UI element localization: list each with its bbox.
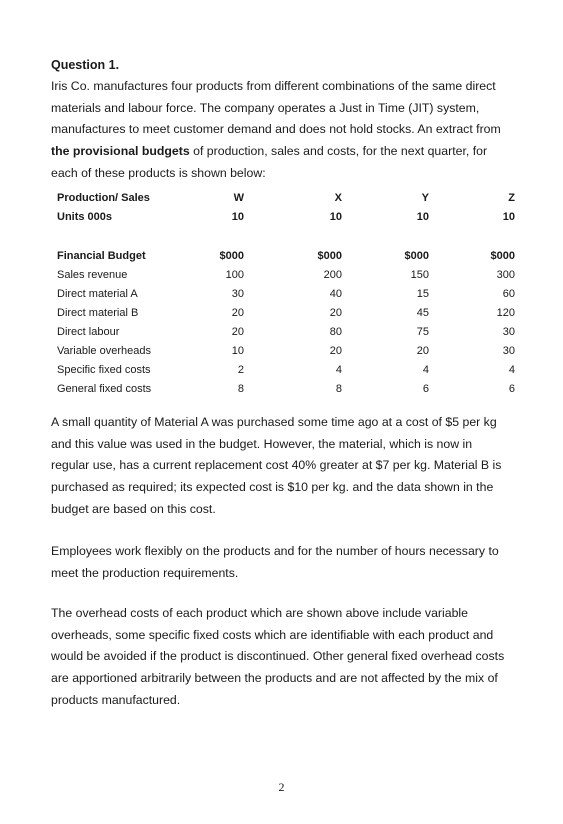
text-line: purchased as required; its expected cost is $10 per kg. and the data shown in the (51, 480, 494, 495)
col-header-y: Y (421, 192, 429, 204)
cell-y: 4 (422, 364, 429, 376)
page-number: 2 (278, 780, 285, 794)
currency-z: $000 (490, 250, 515, 262)
text-line: overheads, some specific fixed costs which are identifiable with each product and (51, 627, 494, 642)
intro-line: each of these products is shown below: (51, 165, 266, 180)
cell-z: 6 (508, 383, 515, 395)
financial-header-row (0, 250, 563, 268)
text-line: Employees work flexibly on the products and for the number of hours necessary to (51, 544, 499, 558)
employees-paragraph (51, 541, 521, 584)
col-header-z: Z (508, 192, 515, 204)
cell-y: 75 (416, 326, 429, 338)
cell-x: 80 (329, 326, 342, 338)
cell-z: 60 (502, 288, 515, 300)
text-line: and this value was used in the budget. However, the material, which is now in (51, 436, 473, 451)
currency-w: $000 (219, 250, 244, 262)
cell-y: 45 (416, 307, 429, 319)
material-paragraph (51, 412, 521, 521)
cell-x: 20 (329, 307, 342, 319)
cell-z: 4 (508, 364, 515, 376)
row-label: Sales revenue (57, 269, 128, 281)
col-header-w: W (233, 192, 244, 204)
units-z: 10 (502, 211, 515, 223)
cell-y: 20 (416, 345, 429, 357)
text-line: meet the production requirements. (51, 565, 239, 580)
col-header-x: X (334, 192, 342, 204)
row-label: Specific fixed costs (57, 364, 151, 376)
row-label: Direct material B (57, 307, 139, 319)
cell-w: 100 (225, 269, 244, 281)
cell-w: 8 (237, 383, 244, 395)
table-row (0, 326, 563, 344)
units-row (0, 211, 563, 229)
table-row (0, 288, 563, 306)
intro-line: of production, sales and costs, for the next quarter, for (189, 144, 488, 159)
cell-w: 30 (231, 288, 244, 300)
text-line: products manufactured. (51, 692, 181, 707)
table-row (0, 307, 563, 325)
row-label: General fixed costs (57, 383, 152, 395)
cell-z: 30 (502, 326, 515, 338)
units-x: 10 (329, 211, 342, 223)
cell-x: 8 (335, 383, 342, 395)
cell-w: 20 (231, 326, 244, 338)
cell-x: 4 (335, 364, 342, 376)
table-row (0, 383, 563, 401)
row-label: Direct material A (57, 288, 138, 300)
units-label: Units 000s (57, 211, 113, 223)
text-line: would be avoided if the product is discontinued. Other general fixed overhead costs (51, 649, 505, 664)
cell-y: 6 (422, 383, 429, 395)
text-line: regular use, has a current replacement cost 40% greater at $7 per kg. Material B is (51, 458, 502, 473)
question-heading: Question 1. (51, 58, 120, 72)
table-row (0, 345, 563, 363)
units-w: 10 (231, 211, 244, 223)
overheads-paragraph (51, 603, 521, 712)
text-line: A small quantity of Material A was purchased some time ago at a cost of $5 per kg (51, 415, 497, 429)
cell-z: 30 (502, 345, 515, 357)
production-header-row (0, 192, 563, 210)
row-label: Direct labour (57, 326, 120, 338)
units-y: 10 (416, 211, 429, 223)
table-row (0, 364, 563, 382)
intro-line: Iris Co. manufactures four products from different combinations of the same direct (51, 79, 496, 93)
cell-y: 150 (410, 269, 429, 281)
text-line: The overhead costs of each product which are shown above include variable (51, 606, 468, 620)
cell-w: 20 (231, 307, 244, 319)
cell-x: 20 (329, 345, 342, 357)
financial-header-label: Financial Budget (57, 250, 146, 262)
cell-x: 200 (323, 269, 342, 281)
intro-line: manufactures to meet customer demand and does not hold stocks. An extract from (51, 122, 501, 137)
intro-paragraph (51, 76, 521, 185)
cell-z: 120 (496, 307, 515, 319)
text-line: budget are based on this cost. (51, 501, 216, 516)
row-label: Variable overheads (57, 345, 151, 357)
cell-x: 40 (329, 288, 342, 300)
currency-y: $000 (404, 250, 429, 262)
production-header-label: Production/ Sales (57, 192, 150, 204)
intro-line: materials and labour force. The company operates a Just in Time (JIT) system, (51, 100, 480, 115)
currency-x: $000 (317, 250, 342, 262)
cell-w: 2 (237, 364, 244, 376)
cell-z: 300 (496, 269, 515, 281)
text-line: are apportioned arbitrarily between the products and are not affected by the mix of (51, 671, 498, 686)
cell-w: 10 (231, 345, 244, 357)
provisional-budgets-emphasis: the provisional budgets (51, 144, 190, 159)
table-row (0, 269, 563, 287)
cell-y: 15 (416, 288, 429, 300)
